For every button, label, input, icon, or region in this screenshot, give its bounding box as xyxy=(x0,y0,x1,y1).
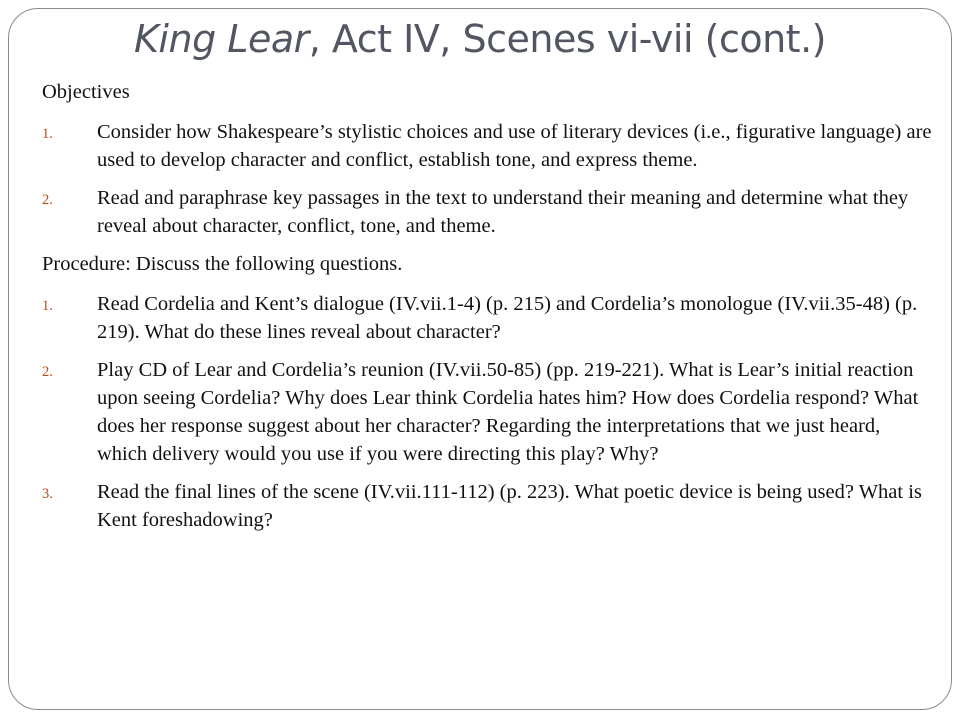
list-item-text: Play CD of Lear and Cordelia’s reunion (IV.vii.50-85) (pp. 219-221). What is Lear’s initial reaction upon seeing Cordelia? Why does Lear think Cordelia hates him? How does Cordelia respond? What does her response suggest about her character? Regarding the interpretations that we just heard, which delivery would you use if you were directing this play? Why? xyxy=(97,359,919,465)
objectives-heading: Objectives xyxy=(42,81,130,103)
slide-body xyxy=(42,78,932,544)
objective-item-2 xyxy=(42,184,932,240)
procedure-item-2 xyxy=(42,356,932,468)
objective-item-1 xyxy=(42,118,932,174)
list-number: 1. xyxy=(42,126,53,142)
list-item-text: Read the final lines of the scene (IV.vii.111-112) (p. 223). What poetic device is being used? What is Kent foreshadowing? xyxy=(97,481,922,531)
slide-title xyxy=(0,17,960,61)
procedure-item-1 xyxy=(42,290,932,346)
list-number: 2. xyxy=(42,192,53,208)
procedure-heading: Procedure: Discuss the following questions. xyxy=(42,253,403,275)
title-play-name: King Lear xyxy=(134,17,309,61)
title-scene-info: , Act IV, Scenes vi-vii (cont.) xyxy=(308,17,826,61)
list-number: 3. xyxy=(42,486,53,502)
list-number: 2. xyxy=(42,364,53,380)
list-item-text: Consider how Shakespeare’s stylistic choices and use of literary devices (i.e., figurative language) are used to develop character and conflict, establish tone, and express theme. xyxy=(97,121,932,171)
list-item-text: Read and paraphrase key passages in the text to understand their meaning and determine what they reveal about character, conflict, tone, and theme. xyxy=(97,187,909,237)
list-number: 1. xyxy=(42,298,53,314)
list-item-text: Read Cordelia and Kent’s dialogue (IV.vii.1-4) (p. 215) and Cordelia’s monologue (IV.vii.35-48) (p. 219). What do these lines reveal about character? xyxy=(97,293,918,343)
procedure-item-3 xyxy=(42,478,932,534)
